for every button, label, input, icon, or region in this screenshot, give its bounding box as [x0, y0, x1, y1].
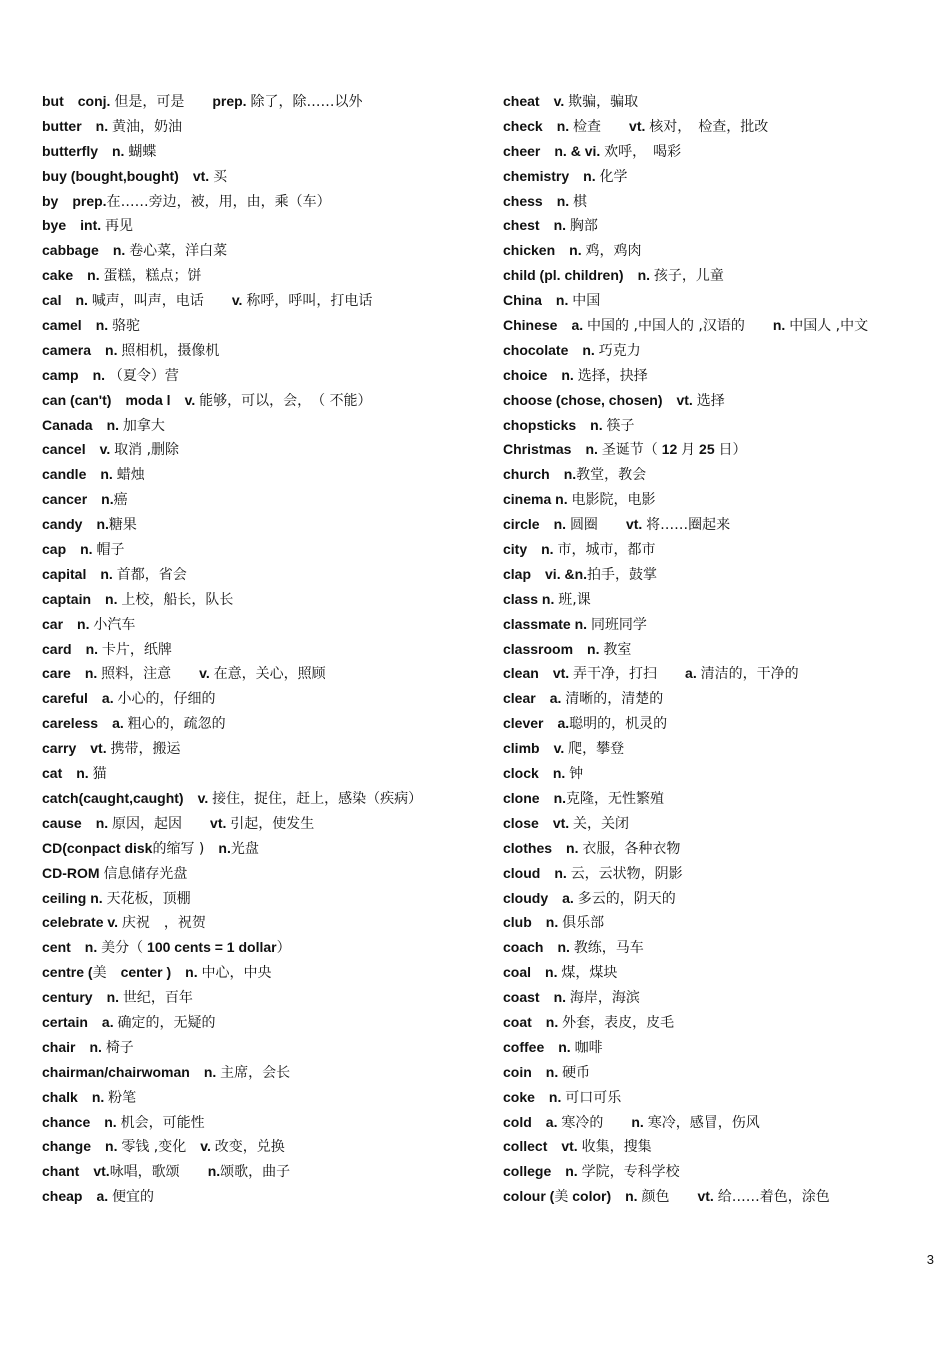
vocab-entry: church n.教堂，教会: [503, 466, 647, 484]
vocab-entry: clever a.聪明的，机灵的: [503, 715, 668, 733]
vocab-entry: candle n. 蜡烛: [42, 466, 145, 484]
vocab-entry: cake n. 蛋糕，糕点；饼: [42, 267, 202, 285]
vocab-entry: by prep.在……旁边，被，用，由，乘（车）: [42, 192, 331, 210]
vocab-entry: car n. 小汽车: [42, 615, 136, 633]
vocab-entry: care n. 照料，注意 v. 在意，关心，照顾: [42, 665, 326, 683]
vocab-entry: card n. 卡片，纸牌: [42, 640, 172, 658]
vocab-entry: circle n. 圆圈 vt. 将……圈起来: [503, 516, 731, 534]
right-column: [503, 89, 943, 1209]
vocab-entry: chance n. 机会，可能性: [42, 1113, 205, 1131]
vocab-entry: clean vt. 弄干净，打扫 a. 清洁的，干净的: [503, 665, 799, 683]
vocab-entry: chess n. 棋: [503, 192, 588, 210]
vocab-entry: chemistry n. 化学: [503, 167, 628, 185]
vocab-entry: camp n. （夏令）营: [42, 366, 179, 384]
vocab-entry: child (pl. children) n. 孩子，儿童: [503, 267, 724, 285]
vocab-entry: bye int. 再见: [42, 217, 134, 235]
vocab-entry: cat n. 猫: [42, 765, 107, 783]
vocab-entry: cloudy a. 多云的，阴天的: [503, 889, 676, 907]
vocab-entry: coach n. 教练，马车: [503, 939, 644, 957]
vocab-entry: can (can't) moda l v. 能够，可以，会， （ 不能）: [42, 391, 372, 409]
vocab-entry: clothes n. 衣服，各种衣物: [503, 839, 681, 857]
vocab-entry: clock n. 钟: [503, 765, 584, 783]
vocab-entry: choice n. 选择，抉择: [503, 366, 648, 384]
vocab-entry: Chinese a. 中国的 ,中国人的 ,汉语的 n. 中国人 ,中文: [503, 317, 869, 335]
vocab-entry: clap vi. &n.拍手，鼓掌: [503, 565, 658, 583]
vocab-entry: cheer n. & vi. 欢呼， 喝彩: [503, 142, 682, 160]
vocab-entry: classmate n. 同班同学: [503, 615, 647, 633]
vocab-entry: Christmas n. 圣诞节（ 12 月 25 日）: [503, 441, 747, 459]
vocab-entry: but conj. 但是，可是 prep. 除了，除……以外: [42, 93, 363, 110]
vocab-entry: close vt. 关，关闭: [503, 814, 630, 832]
vocab-entry: classroom n. 教室: [503, 640, 632, 658]
vocab-entry: candy n.糖果: [42, 516, 137, 534]
vocab-entry: chant vt.咏唱，歌颂 n.颂歌，曲子: [42, 1163, 291, 1181]
vocab-entry: captain n. 上校，船长，队长: [42, 590, 234, 608]
vocab-entry: cap n. 帽子: [42, 541, 125, 559]
vocab-entry: class n. 班,课: [503, 590, 591, 608]
vocab-entry: chair n. 椅子: [42, 1038, 134, 1056]
vocab-entry: China n. 中国: [503, 292, 601, 310]
vocab-entry: CD(conpact disk的缩写 ) n.光盘: [42, 839, 259, 857]
vocab-entry: change n. 零钱 ,变化 v. 改变，兑换: [42, 1138, 285, 1156]
vocab-entry: cancel v. 取消 ,删除: [42, 441, 180, 459]
vocab-entry: cheat v. 欺骗，骗取: [503, 93, 639, 110]
vocab-entry: cabbage n. 卷心菜，洋白菜: [42, 242, 228, 260]
vocab-entry: chocolate n. 巧克力: [503, 341, 641, 359]
vocab-entry: cancer n.癌: [42, 491, 128, 509]
vocab-entry: chalk n. 粉笔: [42, 1088, 137, 1106]
vocab-entry: Canada n. 加拿大: [42, 416, 165, 434]
vocab-entry: buy (bought,bought) vt. 买: [42, 167, 228, 185]
vocab-entry: cal n. 喊声，叫声，电话 v. 称呼，呼叫，打电话: [42, 292, 373, 310]
vocab-entry: camel n. 骆驼: [42, 317, 141, 335]
vocab-entry: collect vt. 收集，搜集: [503, 1138, 652, 1156]
vocab-entry: cause n. 原因，起因 vt. 引起，使发生: [42, 814, 315, 832]
vocab-entry: chest n. 胸部: [503, 217, 598, 235]
vocab-entry: carry vt. 携带，搬运: [42, 740, 181, 758]
vocab-entry: city n. 市，城市，都市: [503, 541, 656, 559]
vocab-entry: certain a. 确定的，无疑的: [42, 1013, 216, 1031]
vocab-entry: careful a. 小心的，仔细的: [42, 690, 216, 708]
vocab-entry: coffee n. 咖啡: [503, 1038, 603, 1056]
vocab-entry: camera n. 照相机，摄像机: [42, 341, 220, 359]
vocab-entry: celebrate v. 庆祝 ，祝贺: [42, 914, 206, 932]
vocab-entry: cheap a. 便宜的: [42, 1188, 155, 1206]
vocab-entry: chicken n. 鸡，鸡肉: [503, 242, 642, 260]
vocab-entry: clone n.克隆，无性繁殖: [503, 789, 665, 807]
vocab-entry: cent n. 美分（ 100 cents = 1 dollar）: [42, 939, 291, 957]
vocab-entry: CD-ROM 信息储存光盘: [42, 864, 188, 882]
vocab-entry: catch(caught,caught) v. 接住，捉住，赶上，感染（疾病）: [42, 789, 423, 807]
vocab-entry: capital n. 首都，省会: [42, 565, 187, 583]
vocab-entry: coke n. 可口可乐: [503, 1088, 622, 1106]
vocab-entry: butter n. 黄油，奶油: [42, 117, 183, 135]
vocab-entry: century n. 世纪，百年: [42, 989, 193, 1007]
vocab-entry: climb v. 爬，攀登: [503, 740, 625, 758]
vocab-entry: cold a. 寒冷的 n. 寒冷，感冒，伤风: [503, 1113, 760, 1131]
vocab-entry: cloud n. 云，云状物，阴影: [503, 864, 683, 882]
page-number: 3: [926, 1252, 934, 1267]
vocab-entry: coin n. 硬币: [503, 1063, 591, 1081]
vocab-entry: cinema n. 电影院，电影: [503, 491, 656, 509]
left-column: [42, 89, 482, 1209]
vocab-entry: coat n. 外套，表皮，皮毛: [503, 1013, 675, 1031]
vocab-entry: ceiling n. 天花板，顶棚: [42, 889, 191, 907]
vocab-entry: choose (chose, chosen) vt. 选择: [503, 391, 725, 409]
vocab-entry: careless a. 粗心的，疏忽的: [42, 715, 226, 733]
vocab-entry: clear a. 清晰的，清楚的: [503, 690, 664, 708]
vocab-entry: chopsticks n. 筷子: [503, 416, 635, 434]
vocab-entry: club n. 俱乐部: [503, 914, 605, 932]
vocab-entry: colour (美 color) n. 颜色 vt. 给……着色，涂色: [503, 1188, 830, 1206]
vocab-entry: centre (美 center ) n. 中心，中央: [42, 964, 272, 982]
vocab-entry: coal n. 煤，煤块: [503, 964, 618, 982]
vocab-entry: college n. 学院，专科学校: [503, 1163, 680, 1181]
vocab-entry: chairman/chairwoman n. 主席，会长: [42, 1063, 291, 1081]
vocab-entry: butterfly n. 蝴蝶: [42, 142, 157, 160]
vocab-entry: coast n. 海岸，海滨: [503, 989, 640, 1007]
vocab-entry: check n. 检查 vt. 核对， 检查，批改: [503, 117, 769, 135]
